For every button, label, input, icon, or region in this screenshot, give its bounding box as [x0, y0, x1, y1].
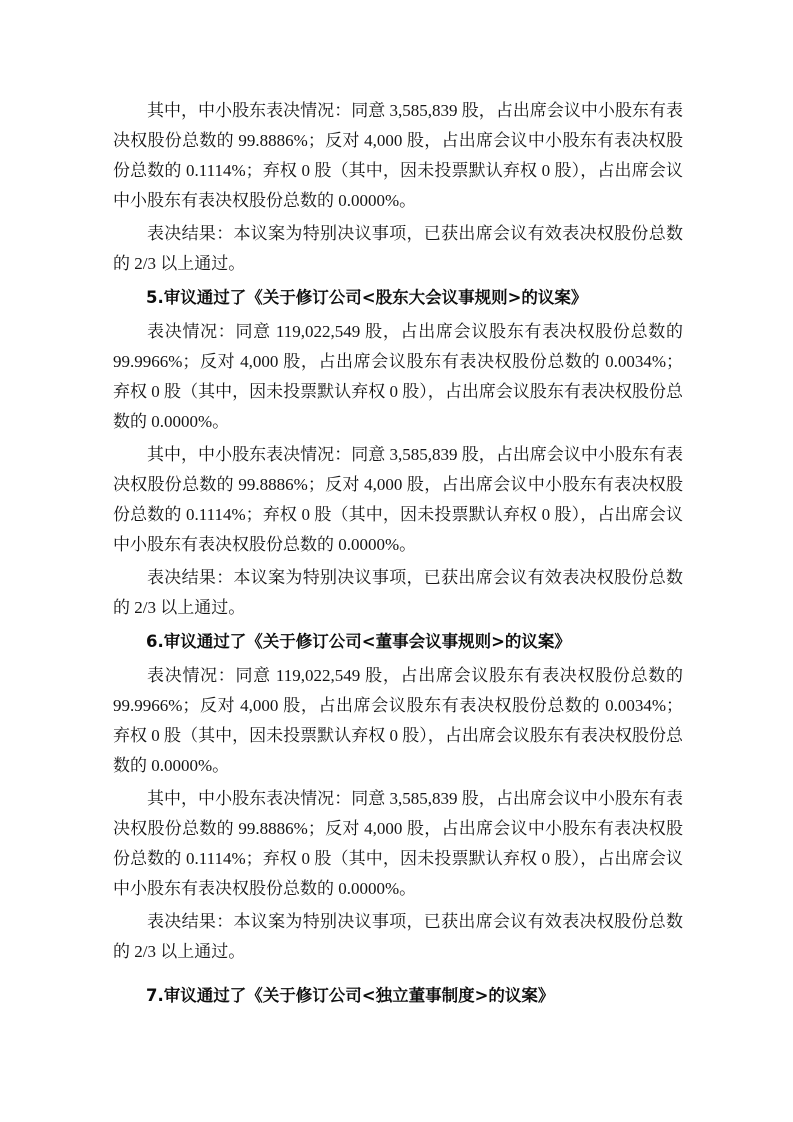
- paragraph-vote-result-item6: 表决结果：本议案为特别决议事项，已获出席会议有效表决权股份总数的 2/3 以上通过。: [113, 912, 683, 961]
- paragraph-minority-vote-item6: 其中，中小股东表决情况：同意 3,585,839 股，占出席会议中小股东有表决权股份总数的 99.8886%；反对 4,000 股，占出席会议中小股东有表决权股份总数的 0.1114%；弃权 0 股（其中，因未投票默认弃权 0 股），占出席会议中小股东有表决权股份总数的 0.0000%。: [113, 789, 683, 898]
- paragraph-vote-result-item4: 表决结果：本议案为特别决议事项，已获出席会议有效表决权股份总数的 2/3 以上通过。: [113, 224, 683, 273]
- heading-proposal-5: 5.审议通过了《关于修订公司<股东大会议事规则>的议案》: [146, 288, 588, 307]
- heading-proposal-7: 7.审议通过了《关于修订公司<独立董事制度>的议案》: [146, 986, 555, 1005]
- document-content: [113, 96, 683, 1015]
- heading-proposal-6: 6.审议通过了《关于修订公司<董事会议事规则>的议案》: [146, 632, 571, 651]
- paragraph-minority-vote-item5: 其中，中小股东表决情况：同意 3,585,839 股，占出席会议中小股东有表决权股份总数的 99.8886%；反对 4,000 股，占出席会议中小股东有表决权股份总数的 0.1114%；弃权 0 股（其中，因未投票默认弃权 0 股），占出席会议中小股东有表决权股份总数的 0.0000%。: [113, 445, 683, 554]
- paragraph-minority-vote-item4: 其中，中小股东表决情况：同意 3,585,839 股，占出席会议中小股东有表决权股份总数的 99.8886%；反对 4,000 股，占出席会议中小股东有表决权股份总数的 0.1114%；弃权 0 股（其中，因未投票默认弃权 0 股），占出席会议中小股东有表决权股份总数的 0.0000%。: [113, 101, 683, 210]
- paragraph-overall-vote-item5: 表决情况：同意 119,022,549 股，占出席会议股东有表决权股份总数的 99.9966%；反对 4,000 股，占出席会议股东有表决权股份总数的 0.0034%；弃权 0 股（其中，因未投票默认弃权 0 股），占出席会议股东有表决权股份总数的 0.0000%。: [113, 322, 683, 431]
- paragraph-vote-result-item5: 表决结果：本议案为特别决议事项，已获出席会议有效表决权股份总数的 2/3 以上通过。: [113, 568, 683, 617]
- paragraph-overall-vote-item6: 表决情况：同意 119,022,549 股，占出席会议股东有表决权股份总数的 99.9966%；反对 4,000 股，占出席会议股东有表决权股份总数的 0.0034%；弃权 0 股（其中，因未投票默认弃权 0 股），占出席会议股东有表决权股份总数的 0.0000%。: [113, 666, 683, 775]
